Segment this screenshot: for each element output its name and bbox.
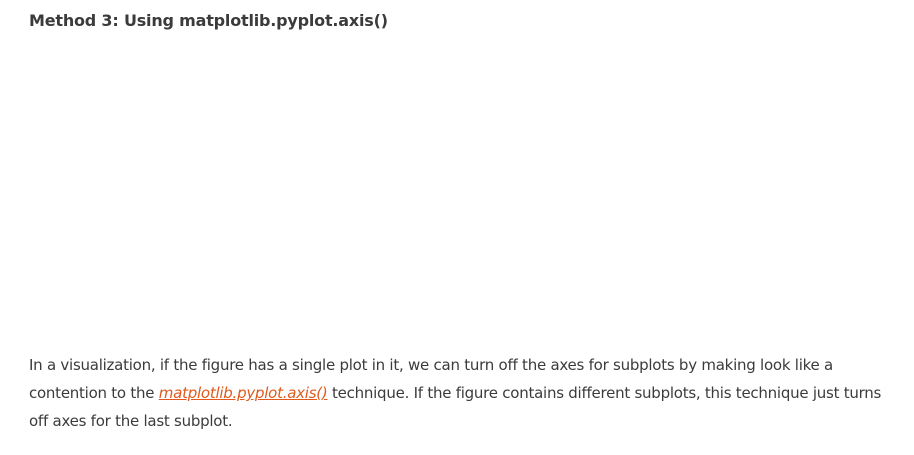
section-heading [29, 9, 388, 33]
paragraph-text-start: In a visualization, if the figure has a single plot in it, we can turn off the axes for subplots by making look like a contention to the [29, 356, 833, 402]
method-title: Using matplotlib.pyplot.axis() [123, 11, 388, 30]
content-placeholder [29, 44, 869, 344]
body-paragraph [29, 351, 889, 435]
paragraph-text-end: technique. If the figure contains different subplots, this technique just turns off axes for the last subplot. [29, 384, 882, 430]
axis-function-link[interactable]: matplotlib.pyplot.axis() [158, 384, 328, 402]
method-label: Method 3: [29, 11, 119, 30]
